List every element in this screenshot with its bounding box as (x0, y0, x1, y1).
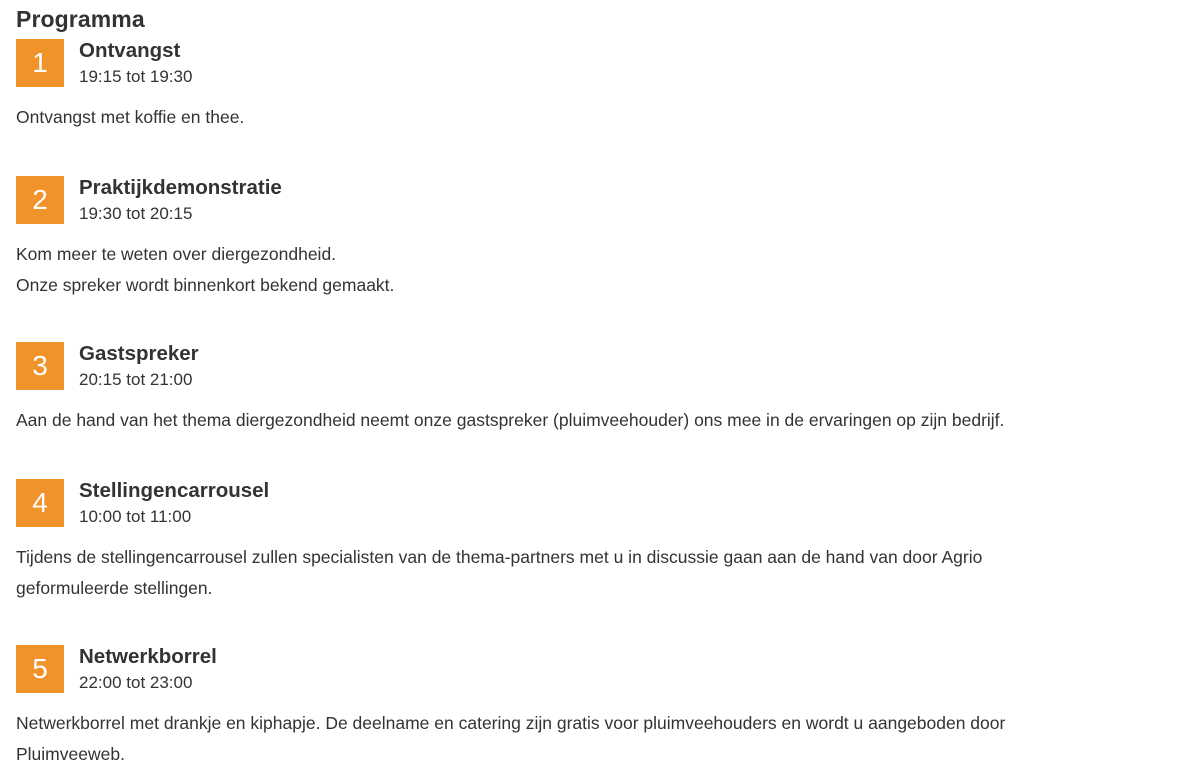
description-line: Ontvangst met koffie en thee. (16, 107, 245, 127)
description-line: Kom meer te weten over diergezondheid. (16, 244, 337, 264)
item-title: Praktijkdemonstratie (79, 176, 282, 199)
step-number-badge: 1 (16, 39, 64, 87)
item-description (16, 708, 1166, 770)
item-time: 10:00 tot 11:00 (79, 507, 192, 526)
description-line: Netwerkborrel met drankje en kiphapje. De deelname en catering zijn gratis voor pluimveehouders en wordt u aangeboden door (16, 713, 1006, 733)
step-number-badge: 3 (16, 342, 64, 390)
description-line: geformuleerde stellingen. (16, 578, 213, 598)
step-number-badge: 2 (16, 176, 64, 224)
item-description (16, 542, 1166, 604)
description-line: Aan de hand van het thema diergezondheid neemt onze gastspreker (pluimveehouder) ons mee in de ervaringen op zijn bedrijf. (16, 410, 1005, 430)
item-time: 22:00 tot 23:00 (79, 673, 193, 692)
step-number-badge: 4 (16, 479, 64, 527)
section-title: Programma (16, 6, 145, 32)
step-number-badge: 5 (16, 645, 64, 693)
description-line: Tijdens de stellingencarrousel zullen specialisten van de thema-partners met u in discussie gaan aan de hand van door Agrio (16, 547, 983, 567)
item-time: 19:30 tot 20:15 (79, 204, 193, 223)
description-line: Onze spreker wordt binnenkort bekend gemaakt. (16, 275, 395, 295)
item-description (16, 102, 1166, 133)
item-title: Gastspreker (79, 342, 199, 365)
item-title: Stellingencarrousel (79, 479, 270, 502)
item-description (16, 239, 1166, 301)
item-time: 19:15 tot 19:30 (79, 67, 193, 86)
item-title: Netwerkborrel (79, 645, 217, 668)
item-description (16, 405, 1166, 436)
item-time: 20:15 tot 21:00 (79, 370, 193, 389)
description-line: Pluimveeweb. (16, 744, 125, 764)
item-title: Ontvangst (79, 39, 181, 62)
